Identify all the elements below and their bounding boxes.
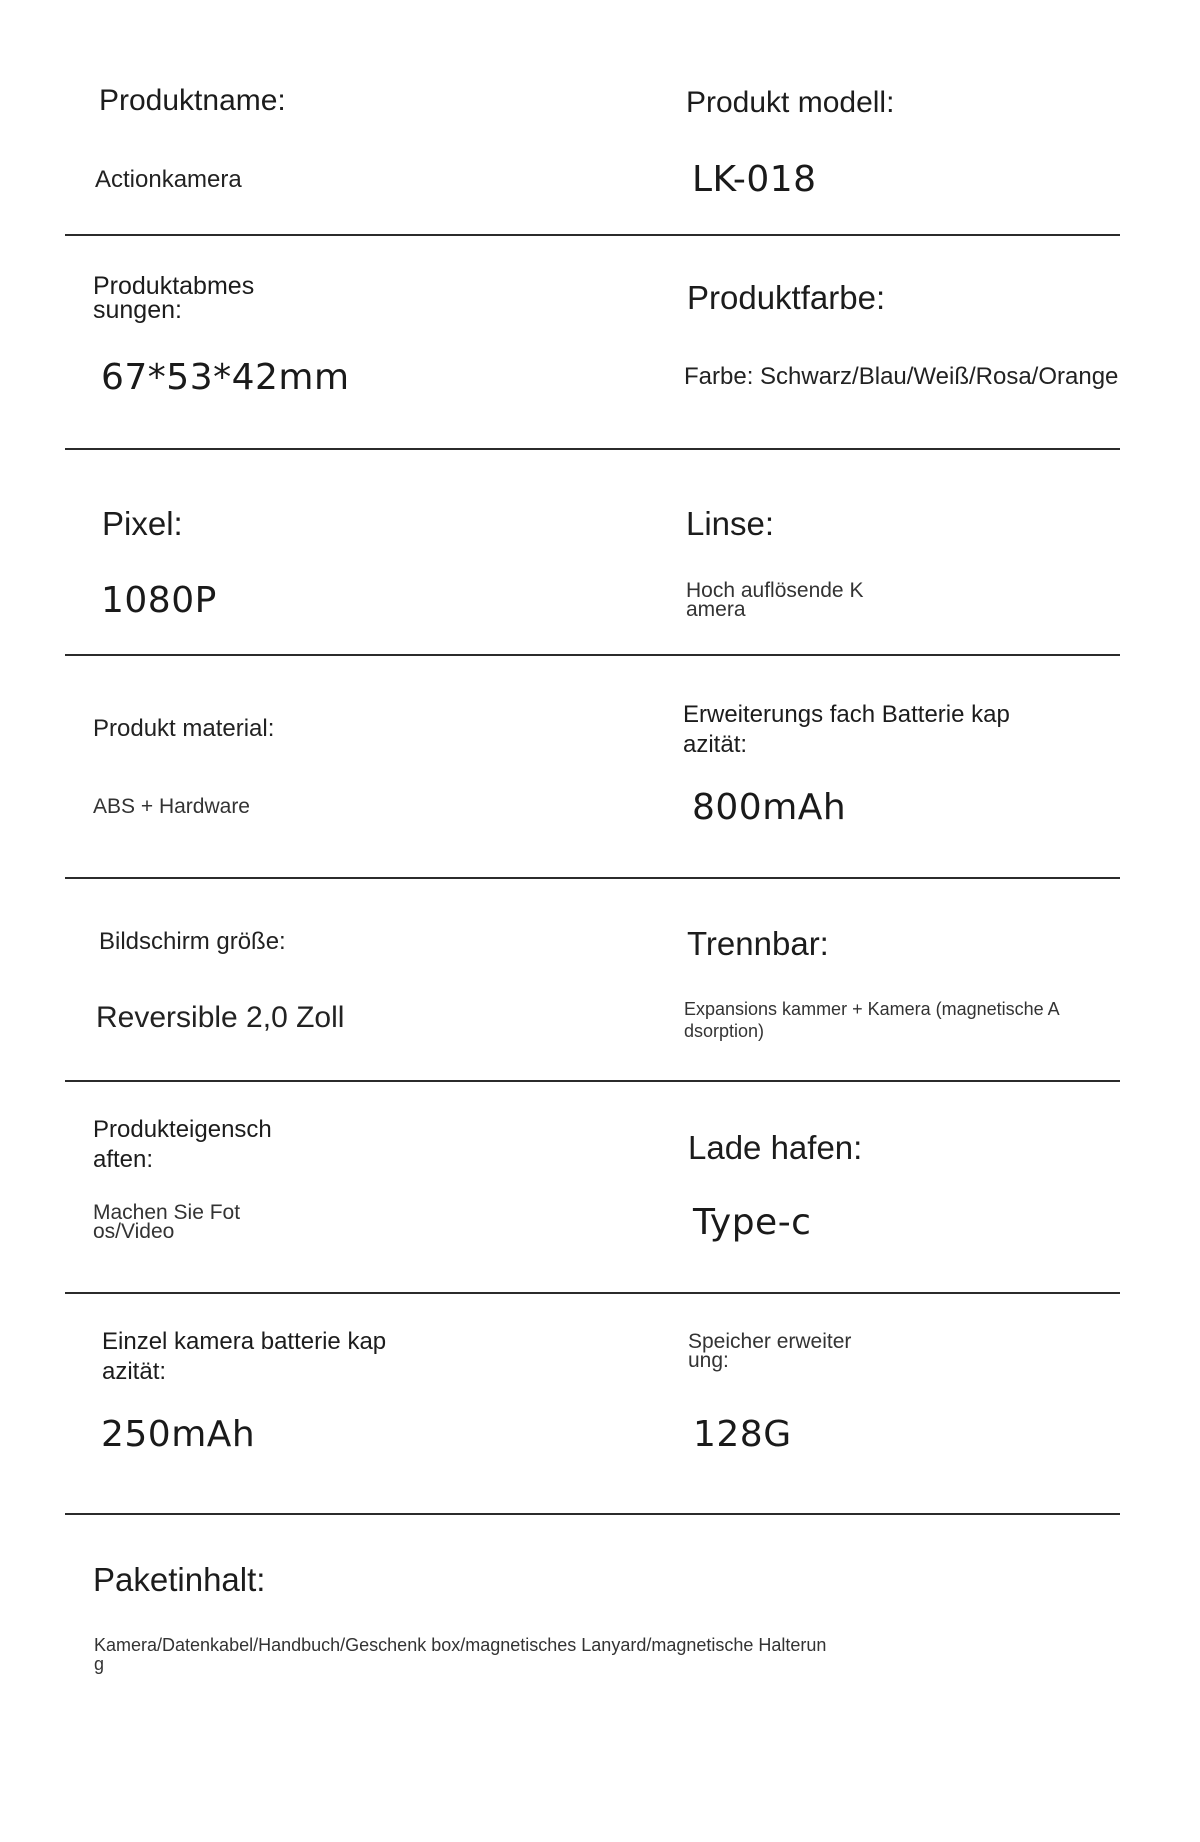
produkt-modell-label: Produkt modell:: [686, 86, 895, 119]
lade-hafen-label: Lade hafen:: [688, 1129, 863, 1166]
erweiterungs-batterie-label: Erweiterungs fach Batterie kap azität:: [683, 701, 1010, 758]
paketinhalt-value: Kamera/Datenkabel/Handbuch/Geschenk box/magnetisches Lanyard/magnetische Halterun g: [94, 1635, 827, 1674]
trennbar-label: Trennbar:: [687, 925, 829, 962]
row-divider: [65, 448, 1120, 450]
produktfarbe-label: Produktfarbe:: [687, 279, 886, 316]
einzel-batterie-value: 250mAh: [101, 1414, 256, 1455]
speicher-value: 128G: [693, 1414, 792, 1455]
bildschirm-value: Reversible 2,0 Zoll: [96, 1001, 345, 1034]
produkt-modell-value: LK-018: [692, 159, 817, 200]
trennbar-value: Expansions kammer + Kamera (magnetische A dsorption): [684, 999, 1060, 1041]
produkteigenschaften-value: Machen Sie Fot os/Video: [93, 1201, 241, 1243]
row-divider: [65, 1513, 1120, 1515]
produkt-material-value: ABS + Hardware: [93, 795, 250, 818]
erweiterungs-batterie-value: 800mAh: [692, 787, 847, 828]
row-divider: [65, 877, 1120, 879]
produktname-value: Actionkamera: [95, 166, 242, 193]
bildschirm-label: Bildschirm größe:: [99, 928, 286, 955]
row-divider: [65, 1292, 1120, 1294]
lade-hafen-value: Type-c: [693, 1202, 812, 1243]
speicher-label: Speicher erweiter ung:: [688, 1330, 852, 1372]
linse-label: Linse:: [686, 505, 775, 542]
row-divider: [65, 1080, 1120, 1082]
linse-value: Hoch auflösende K amera: [686, 579, 864, 621]
produktfarbe-value: Farbe: Schwarz/Blau/Weiß/Rosa/Orange: [684, 363, 1119, 390]
row-divider: [65, 654, 1120, 656]
pixel-value: 1080P: [101, 580, 217, 621]
row-divider: [65, 234, 1120, 236]
produkteigenschaften-label: Produkteigensch aften:: [93, 1116, 272, 1173]
paketinhalt-label: Paketinhalt:: [93, 1561, 266, 1598]
produkt-material-label: Produkt material:: [93, 715, 275, 742]
einzel-batterie-label: Einzel kamera batterie kap azität:: [102, 1328, 387, 1385]
produktname-label: Produktname:: [99, 84, 286, 117]
pixel-label: Pixel:: [102, 505, 183, 542]
produktabmessungen-label: Produktabmes sungen:: [93, 272, 255, 324]
produktabmessungen-value: 67*53*42mm: [101, 357, 350, 398]
